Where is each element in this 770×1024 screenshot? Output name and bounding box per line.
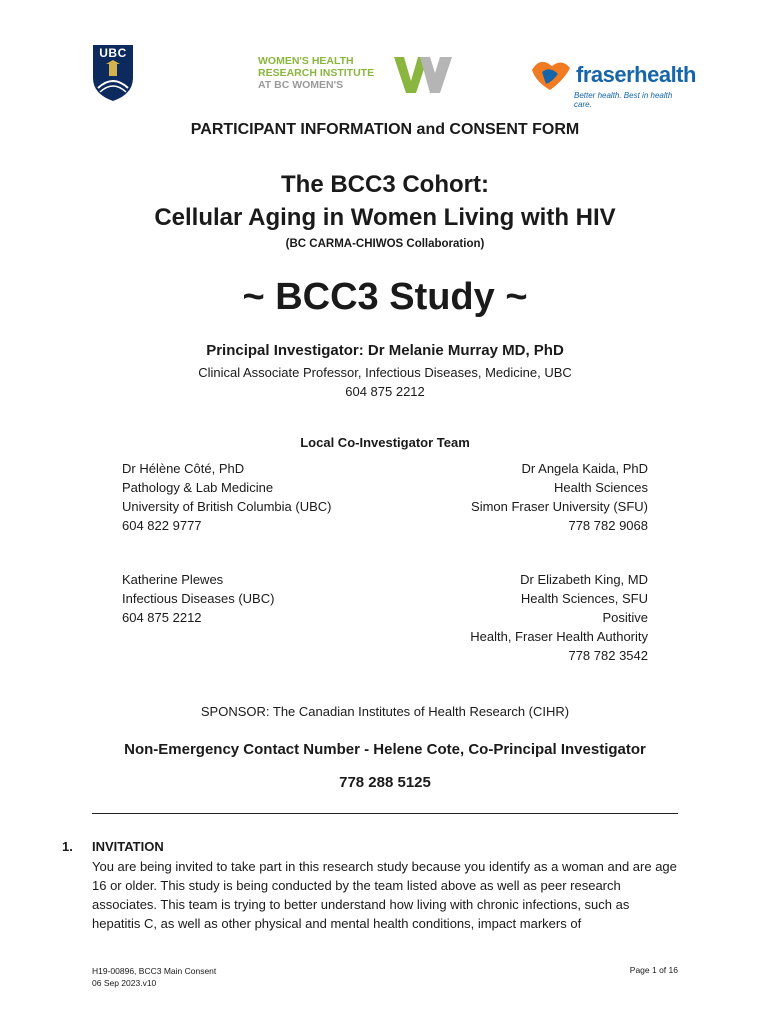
investigator-phone: 604 822 9777 xyxy=(122,518,202,533)
contact-phone: 778 288 5125 xyxy=(339,774,431,791)
investigator-org: University of British Columbia (UBC) xyxy=(122,499,332,514)
investigator-dept: Health Sciences xyxy=(554,480,648,495)
footer-page-number: Page 1 of 16 xyxy=(629,965,678,975)
ubc-logo xyxy=(92,44,134,102)
fraserhealth-tagline: Better health. Best in health care. xyxy=(574,91,673,109)
investigator-org: Simon Fraser University (SFU) xyxy=(471,499,648,514)
investigator-name: Dr Elizabeth King, MD xyxy=(520,572,648,587)
whri-line3: AT BC WOMEN'S xyxy=(258,79,344,91)
investigator-phone: 778 782 3542 xyxy=(568,648,648,663)
investigator-name: Katherine Plewes xyxy=(122,572,224,587)
footer-doc-info xyxy=(92,965,216,989)
whri-logo xyxy=(258,55,454,95)
fraserhealth-logo xyxy=(528,56,696,109)
section-body: You are being invited to take part in this research study because you identify as a woman and are age 16 or older. This study is being conducted by the team listed above as well as peer research associates. This team is trying to better understand how living with chronic infections, such as hepatitis C, as well as other physical and mental health conditions, impact markers of xyxy=(92,859,677,931)
investigator-king xyxy=(470,570,648,665)
investigator-dept: Health Sciences, SFU xyxy=(520,591,648,606)
investigator-kaida xyxy=(471,459,648,535)
form-type-heading: PARTICIPANT INFORMATION and CONSENT FORM xyxy=(190,121,580,138)
fraserhealth-mark xyxy=(528,56,574,96)
investigator-org: Positive xyxy=(602,610,648,625)
footer-date: 06 Sep 2023.v10 xyxy=(92,978,157,988)
pi-role: Clinical Associate Professor, Infectious Diseases, Medicine, UBC xyxy=(198,365,572,380)
footer-doc-id: H19-00896, BCC3 Main Consent xyxy=(92,966,217,976)
study-title-line2: Cellular Aging in Women Living with HIV xyxy=(154,204,616,231)
investigator-dept: Pathology & Lab Medicine xyxy=(122,480,274,495)
team-heading: Local Co-Investigator Team xyxy=(300,435,470,450)
sponsor-line: SPONSOR: The Canadian Institutes of Health Research (CIHR) xyxy=(200,704,570,719)
section-title: INVITATION xyxy=(92,839,164,854)
whri-line2: RESEARCH INSTITUTE xyxy=(258,67,375,79)
investigator-name: Dr Angela Kaida, PhD xyxy=(521,461,648,476)
investigator-name: Dr Hélène Côté, PhD xyxy=(122,461,245,476)
study-title xyxy=(0,168,770,234)
study-name: ~ BCC3 Study ~ xyxy=(242,276,528,318)
fraserhealth-wordmark: fraserhealth xyxy=(576,62,696,87)
divider xyxy=(92,813,678,814)
investigator-cote xyxy=(122,459,332,535)
investigator-plewes xyxy=(122,570,274,627)
principal-investigator: Principal Investigator: Dr Melanie Murray MD, PhD xyxy=(206,342,564,359)
pi-details xyxy=(0,363,770,401)
investigator-org: Health, Fraser Health Authority xyxy=(470,629,648,644)
whri-line1: WOMEN'S HEALTH xyxy=(258,55,354,67)
investigator-dept: Infectious Diseases (UBC) xyxy=(122,591,275,606)
section-number: 1. xyxy=(62,839,73,854)
contact-heading: Non-Emergency Contact Number - Helene Cote, Co-Principal Investigator xyxy=(124,741,646,758)
pi-phone: 604 875 2212 xyxy=(345,384,425,399)
ubc-logo-text: UBC xyxy=(99,46,127,60)
investigator-phone: 604 875 2212 xyxy=(122,610,202,625)
investigator-phone: 778 782 9068 xyxy=(568,518,648,533)
study-title-line1: The BCC3 Cohort: xyxy=(281,171,489,198)
collaboration-subtitle: (BC CARMA-CHIWOS Collaboration) xyxy=(285,238,485,250)
whri-w-mark xyxy=(394,57,454,93)
